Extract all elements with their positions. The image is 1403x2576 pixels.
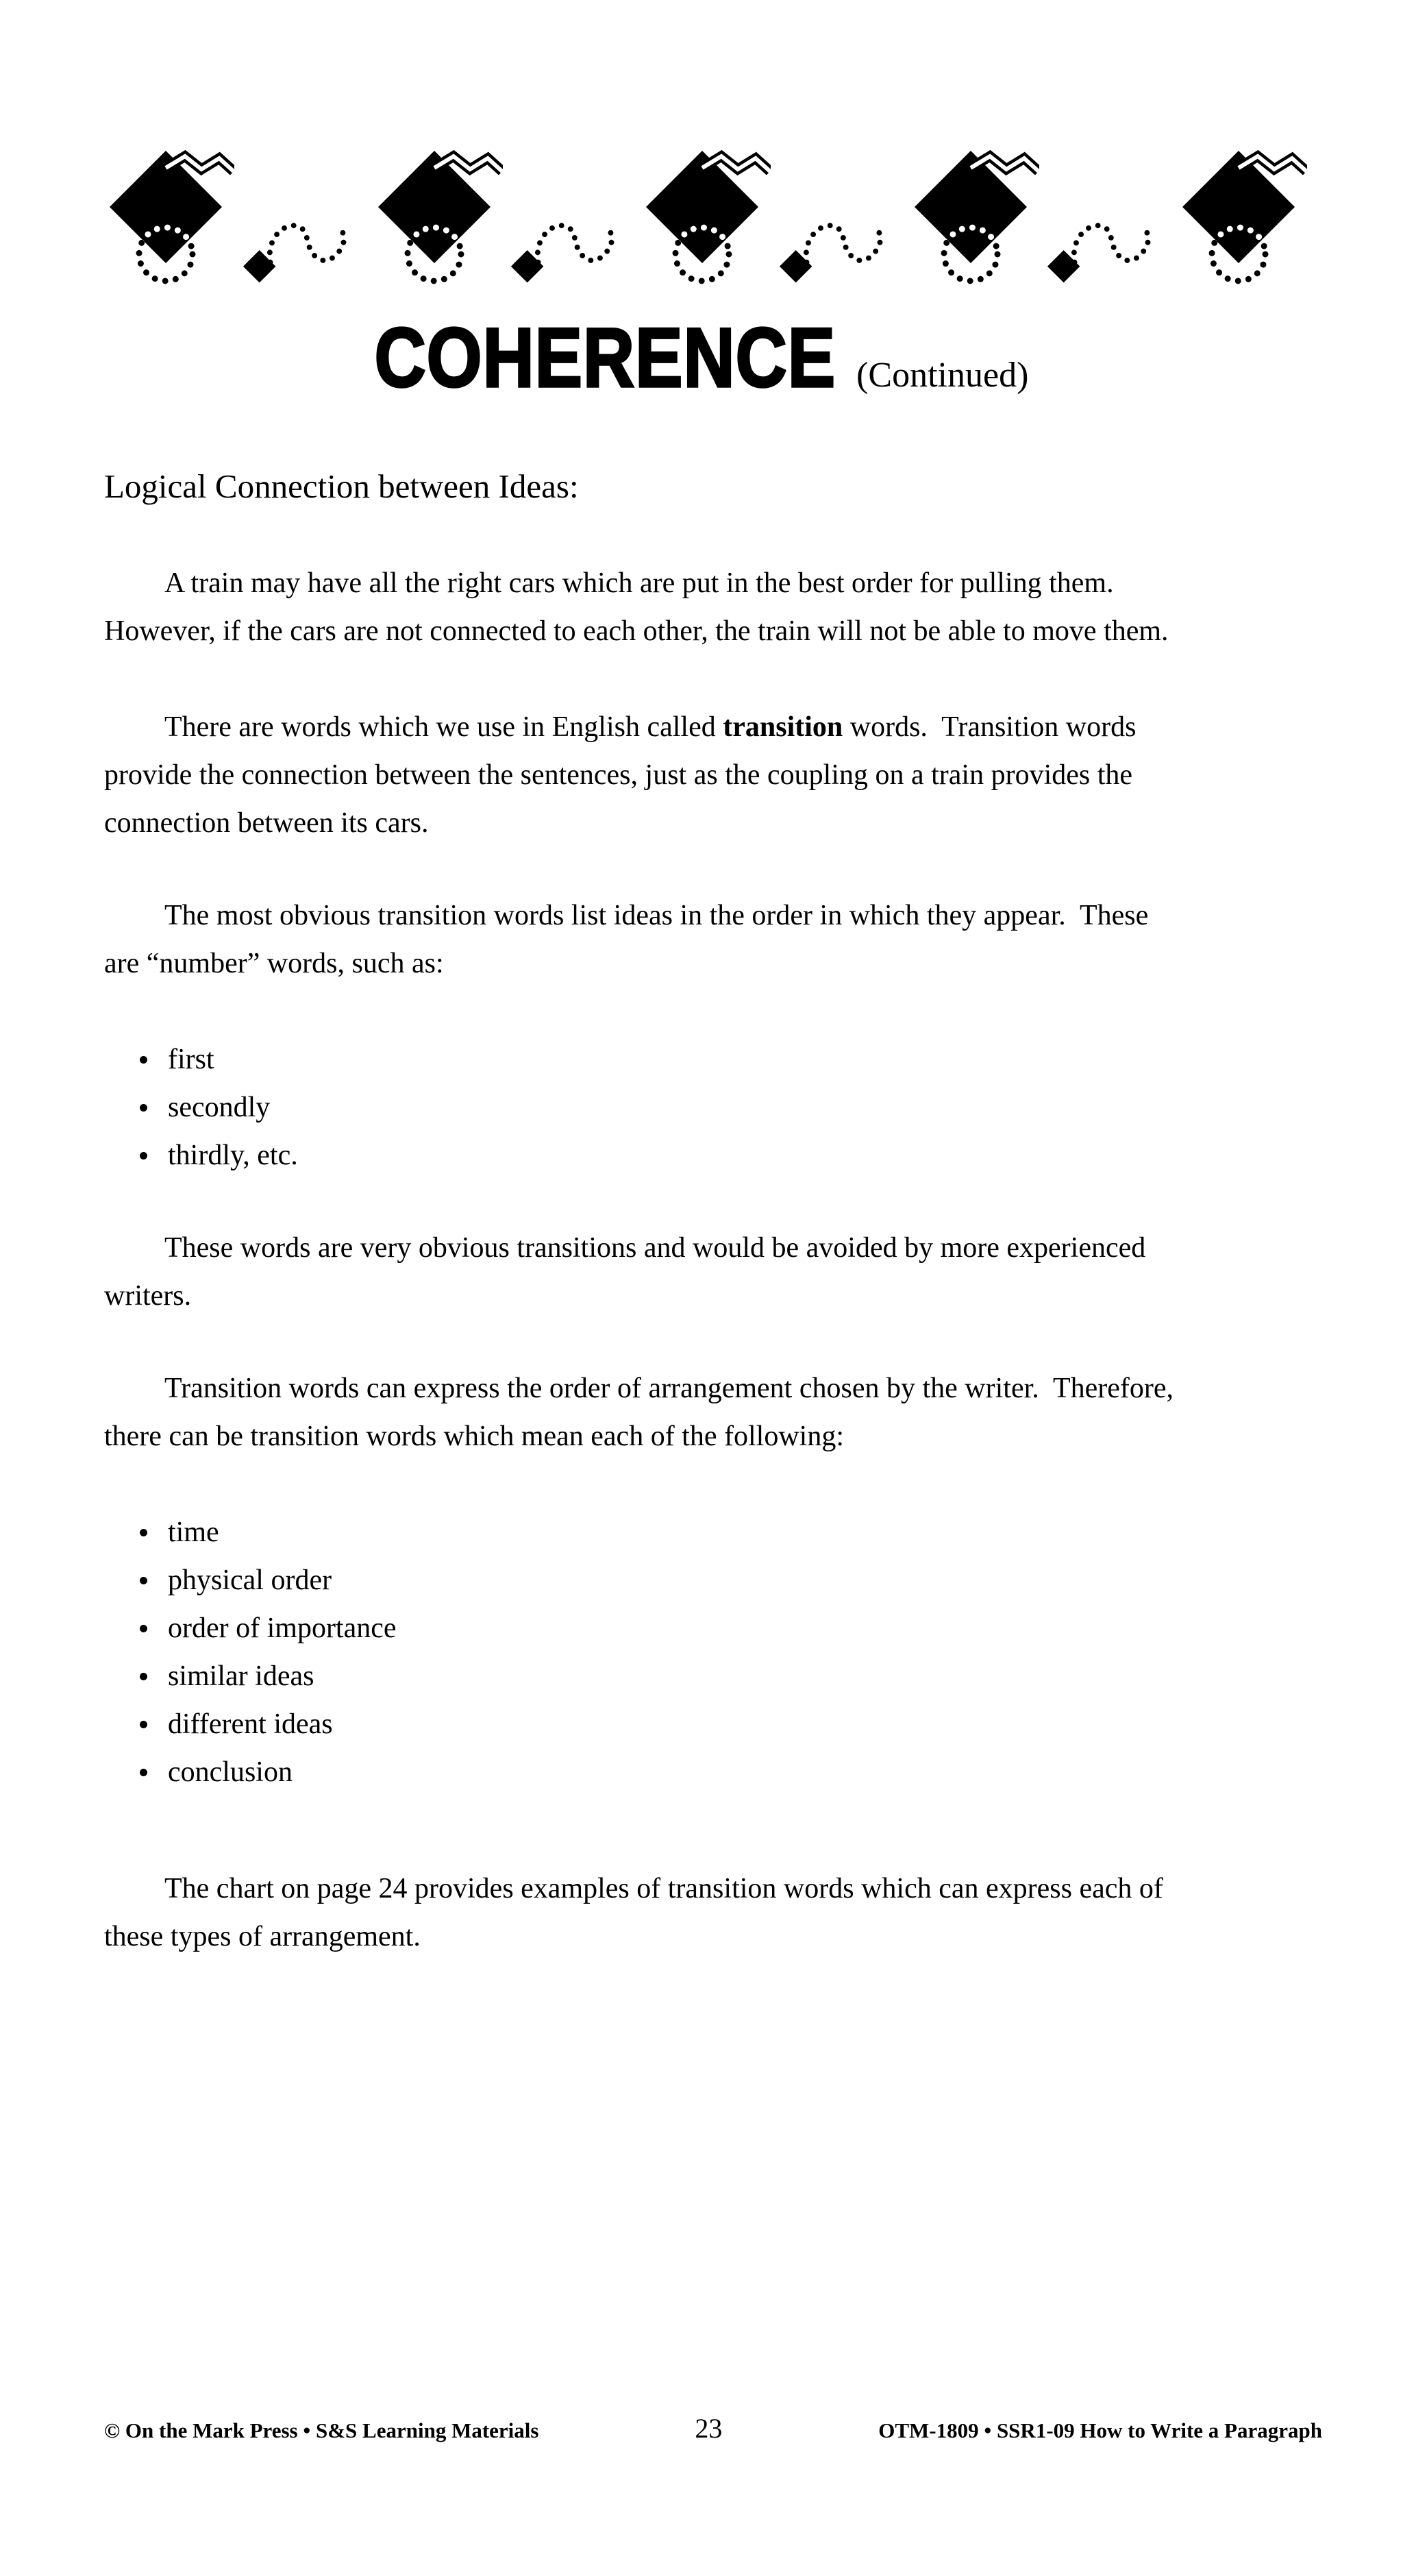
dotted-swirl — [269, 225, 343, 262]
list-item: different ideas — [140, 1700, 397, 1748]
paragraph-5 — [104, 1364, 1351, 1460]
paragraph-4 — [104, 1224, 1351, 1320]
text-line: writers. — [104, 1280, 192, 1312]
text-line: These words are very obvious transitions and would be avoided by more experienced — [164, 1232, 1146, 1264]
text-line: are “number” words, such as: — [104, 948, 444, 979]
graduation-cap-icon — [1170, 140, 1307, 302]
bullet-dot-icon — [140, 1152, 147, 1160]
dotted-swirl-separator-icon — [507, 204, 629, 293]
dotted-swirl-separator-icon — [239, 204, 361, 293]
footer-publication-code: OTM-1809 • SSR1-09 How to Write a Paragraph — [878, 2418, 1322, 2442]
graduation-cap-icon — [902, 140, 1039, 302]
text-line: The most obvious transition words list ideas in the order in which they appear. These — [164, 900, 1149, 931]
text-line: these types of arrangement. — [104, 1921, 421, 1952]
small-diamond — [511, 250, 543, 282]
bullet-list-arrangement-types — [140, 1508, 397, 1796]
paragraph-6 — [104, 1865, 1351, 1961]
section-heading: Logical Connection between Ideas: — [104, 467, 579, 505]
dotted-swirl — [1074, 225, 1148, 262]
paragraph-2 — [104, 703, 1351, 847]
text-line: there can be transition words which mean each of the following: — [104, 1421, 844, 1452]
text-segment: words. Transition words — [843, 711, 1137, 743]
paragraph-3 — [104, 892, 1351, 988]
graduation-cap-icon — [97, 140, 234, 302]
bullet-dot-icon — [140, 1673, 147, 1680]
text-line: However, if the cars are not connected to each other, the train will not be able to move them. — [104, 615, 1169, 647]
text-line: Transition words can express the order of arrangement chosen by the writer. Therefore, — [164, 1373, 1174, 1404]
text-line — [104, 703, 1351, 751]
bullet-dot-icon — [140, 1056, 147, 1064]
bullet-list-number-words — [140, 1035, 298, 1179]
bold-word: transition — [723, 711, 843, 743]
list-item: order of importance — [140, 1604, 397, 1652]
bullet-dot-icon — [140, 1577, 147, 1584]
dotted-swirl — [806, 225, 880, 262]
footer-copyright: © On the Mark Press • S&S Learning Materials — [104, 2418, 539, 2442]
graduation-cap-icon — [366, 140, 503, 302]
page-footer — [104, 2412, 1322, 2444]
small-diamond — [1047, 250, 1080, 282]
small-diamond — [243, 250, 275, 282]
text-line: provide the connection between the sentences, just as the coupling on a train provides the — [104, 759, 1133, 791]
paragraph-1 — [104, 559, 1351, 655]
dotted-swirl-separator-icon — [775, 204, 897, 293]
text-line: connection between its cars. — [104, 807, 429, 839]
list-item: similar ideas — [140, 1652, 397, 1700]
list-item: secondly — [140, 1083, 298, 1131]
bullet-dot-icon — [140, 1104, 147, 1112]
page-title — [0, 311, 1403, 405]
page-number: 23 — [695, 2413, 723, 2444]
list-item: time — [140, 1508, 397, 1556]
bullet-dot-icon — [140, 1529, 147, 1536]
title-continued: (Continued) — [856, 356, 1029, 395]
small-diamond — [780, 250, 812, 282]
text-line: The chart on page 24 provides examples of transition words which can express each of — [164, 1873, 1163, 1904]
graduation-cap-icon — [634, 140, 771, 302]
text-line: A train may have all the right cars which are put in the best order for pulling them. — [164, 567, 1114, 599]
text-segment: There are words which we use in English called — [164, 711, 723, 743]
list-item: first — [140, 1035, 298, 1083]
title-main: COHERENCE — [374, 311, 836, 405]
bullet-dot-icon — [140, 1721, 147, 1728]
list-item: thirdly, etc. — [140, 1131, 298, 1179]
bullet-dot-icon — [140, 1625, 147, 1632]
list-item: conclusion — [140, 1748, 397, 1796]
dotted-swirl-separator-icon — [1043, 204, 1165, 293]
bullet-dot-icon — [140, 1769, 147, 1776]
dotted-swirl — [538, 225, 612, 262]
list-item: physical order — [140, 1556, 397, 1604]
